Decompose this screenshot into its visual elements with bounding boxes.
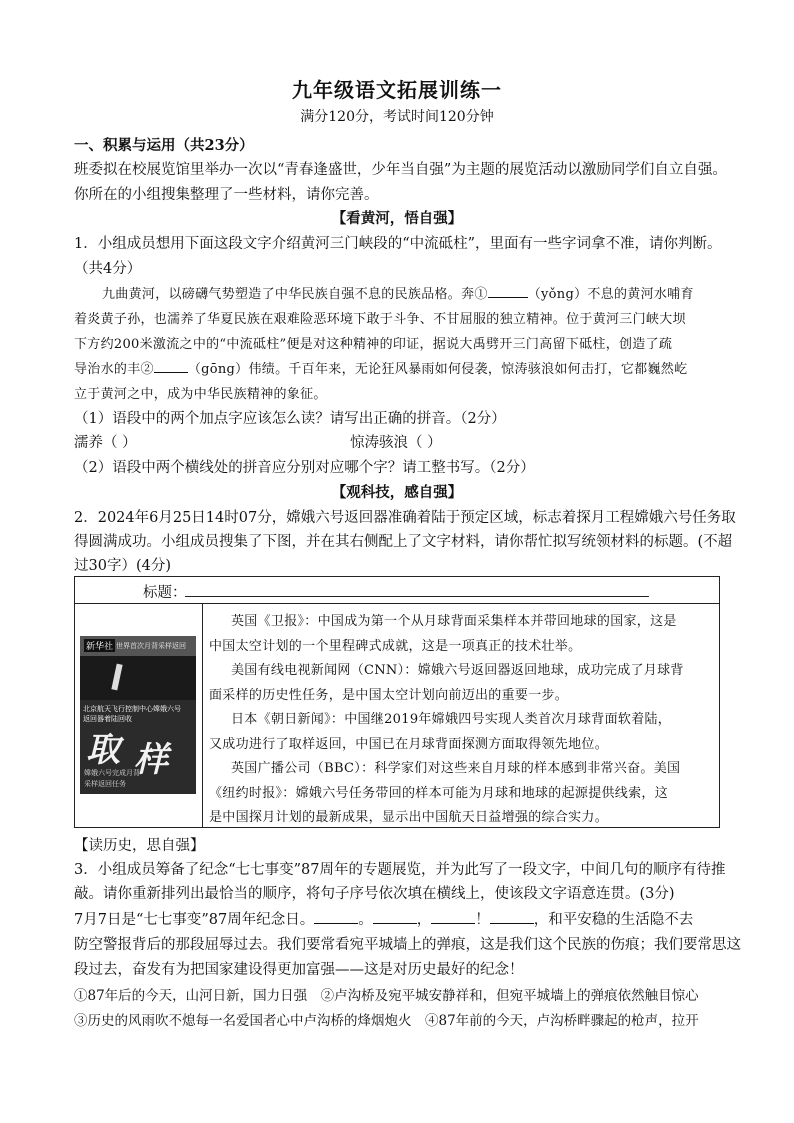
passage-text: （gōng）伟绩。千百年来，无论狂风暴雨如何侵袭，惊涛骇浪如何击打，它都巍然屹 [187,362,688,377]
section-heading: 一、积累与运用（共23分） [74,137,254,154]
material-line: 英国《卫报》：中国成为第一个从月球背面采集样本并带回地球的国家，这是 [231,614,677,629]
question-text: 过30字）(4分) [74,558,171,574]
passage-line: 下方约200米激流之中的“中流砥柱”便是对这种精神的印证，据说大禹劈开三门高留下砥柱，创造了疏 [74,337,673,352]
material-line: 又成功进行了取样返回，中国已在月球背面探测方面取得领先地位。 [209,737,609,752]
material-line: 美国有线电视新闻网（CNN）：嫦娥六号返回器返回地球，成功完成了月球背 [231,663,684,678]
paragraph-line: 防空警报背后的那段屈辱过去。我们要常看宛平城墙上的弹痕，这是我们这个民族的伤痕；我们要常思这 [74,937,741,953]
options-line: ①87年后的今天，山河日新，国力日强 ②卢沟桥及宛平城安静祥和，但宛平城墙上的弹痕依然触目惊心 [74,988,699,1004]
paragraph-text: 7月7日是“七七事变”87周年纪念日。 [74,912,315,928]
order-blank[interactable] [314,923,358,924]
answer-blank[interactable] [488,297,528,298]
material-line: 中国太空计划的一个里程碑式成就，这是一项真正的技术壮举。 [209,639,582,654]
material-line: 面采样的历史性任务，是中国太空计划向前迈出的重要一步。 [209,688,569,703]
sub-question: （2）语段中两个横线处的拼音应分别对应哪个字？请工整书写。（2分） [74,460,535,476]
blank-number: ① [474,287,488,302]
passage-line [102,283,694,302]
photo-subline: 北京航天飞行控制中心嫦娥六号 [83,705,181,713]
material-line: 是中国探月计划的最新成果，显示出中国航天日益增强的综合实力。 [209,810,609,825]
page-title: 九年级语文拓展训练一 [292,78,502,102]
page-subtitle: 满分120分，考试时间120分钟 [300,109,494,125]
punct: ！ [475,912,490,928]
pinyin-answer-item[interactable]: 惊涛骇浪（ ） [350,435,442,451]
question-text: 3．小组成员筹备了纪念“七七事变”87周年的专题展览，并为此写了一段文字，中间几句的顺序有待推 [74,862,726,878]
pinyin-answer-item[interactable]: 濡养（ ） [74,435,137,451]
passage-line [74,358,687,377]
answer-blank[interactable] [154,372,188,373]
photo-big-char: 取 [86,730,120,770]
material-line: 日本《朝日新闻》：中国继2019年嫦娥四号实现人类首次月球背面软着陆， [231,712,672,727]
material-line: 英国广播公司（BBC）：科学家们对这些来自月球的样本感到非常兴奋。美国 [231,761,681,776]
material-line: 《纽约时报》：嫦娥六号任务带回的样本可能为月球和地球的起源提供线索，这 [209,786,669,801]
title-row [75,577,719,604]
image-cell [75,604,203,827]
question-text: 2．2024年6月25日14时07分，嫦娥六号返回器准确着陆于预定区域，标志着探月工程嫦娥六号任务取 [74,510,736,526]
paragraph-line: 段过去，奋发有为把国家建设得更加富强——这是对历史最好的纪念！ [74,962,524,978]
sub-question: （1）语段中的两个加点字应该怎么读？请写出正确的拼音。（2分） [74,411,506,427]
part-heading: 【看黄河，悟自强】 [331,210,463,227]
passage-line: 着炎黄子孙，也濡养了华夏民族在艰难险恶环境下敢于斗争、不甘屈服的独立精神。位于黄河三门峡大坝 [74,312,686,327]
punct: ， [416,912,432,928]
paragraph-text: ，和平安稳的生活隐不去 [533,912,694,928]
title-label: 标题： [143,585,187,601]
order-blank[interactable] [373,923,417,924]
photo-big-char: 样 [134,740,168,780]
order-blank[interactable] [431,923,475,924]
materials-cell [203,604,719,827]
part-heading: 【观科技，感自强】 [331,484,463,501]
intro-line: 班委拟在校展览馆里举办一次以“青春逢盛世，少年当自强”为主题的展览活动以激励同学们自立自强。 [74,162,727,178]
materials-table [74,576,720,828]
newspaper-photo [80,636,196,794]
photo-headline: 世界首次月背采样返回 [116,642,186,650]
question-text: 敲。请你重新排列出最恰当的顺序，将句子序号依次填在横线上，使该段文字语意连贯。(3分) [74,886,675,902]
question-text: 1．小组成员想用下面这段文字介绍黄河三门峡段的“中流砥柱”，里面有一些字词拿不准，请你判断。 [74,236,722,252]
question-text: 得圆满成功。小组成员搜集了下图，并在其右侧配上了文字材料，请你帮忙拟写统领材料的标题。(不超 [74,534,733,550]
punct: 。 [358,912,373,928]
photo-banner: 新华社 [84,639,115,652]
passage-text: （yǒng）不息的黄河水哺育 [527,287,694,302]
passage-text: 九曲黄河，以磅礴气势塑造了中华民族自强不息的民族品格。奔 [102,287,475,302]
options-line: ③历史的风雨吹不熄每一名爱国者心中卢沟桥的烽烟炮火 ④87年前的今天，卢沟桥畔骤起的枪声，拉开 [74,1013,699,1029]
question-text: （共4分） [74,261,142,277]
intro-line: 你所在的小组搜集整理了一些材料，请你完善。 [74,187,379,203]
passage-line: 立于黄河之中，成为中华民族精神的象征。 [74,387,327,402]
photo-footer: 采样返回任务 [84,780,126,788]
title-answer-line[interactable] [185,596,649,597]
blank-number: ② [140,362,154,377]
part-heading: 【读历史，思自强】 [74,838,205,854]
order-blank[interactable] [490,923,534,924]
photo-subline: 返回器着陆回收 [83,715,132,723]
passage-text: 导治水的丰 [74,362,141,377]
photo-footer: 嫦娥六号完成月背 [84,769,140,777]
paragraph-line [74,908,693,929]
